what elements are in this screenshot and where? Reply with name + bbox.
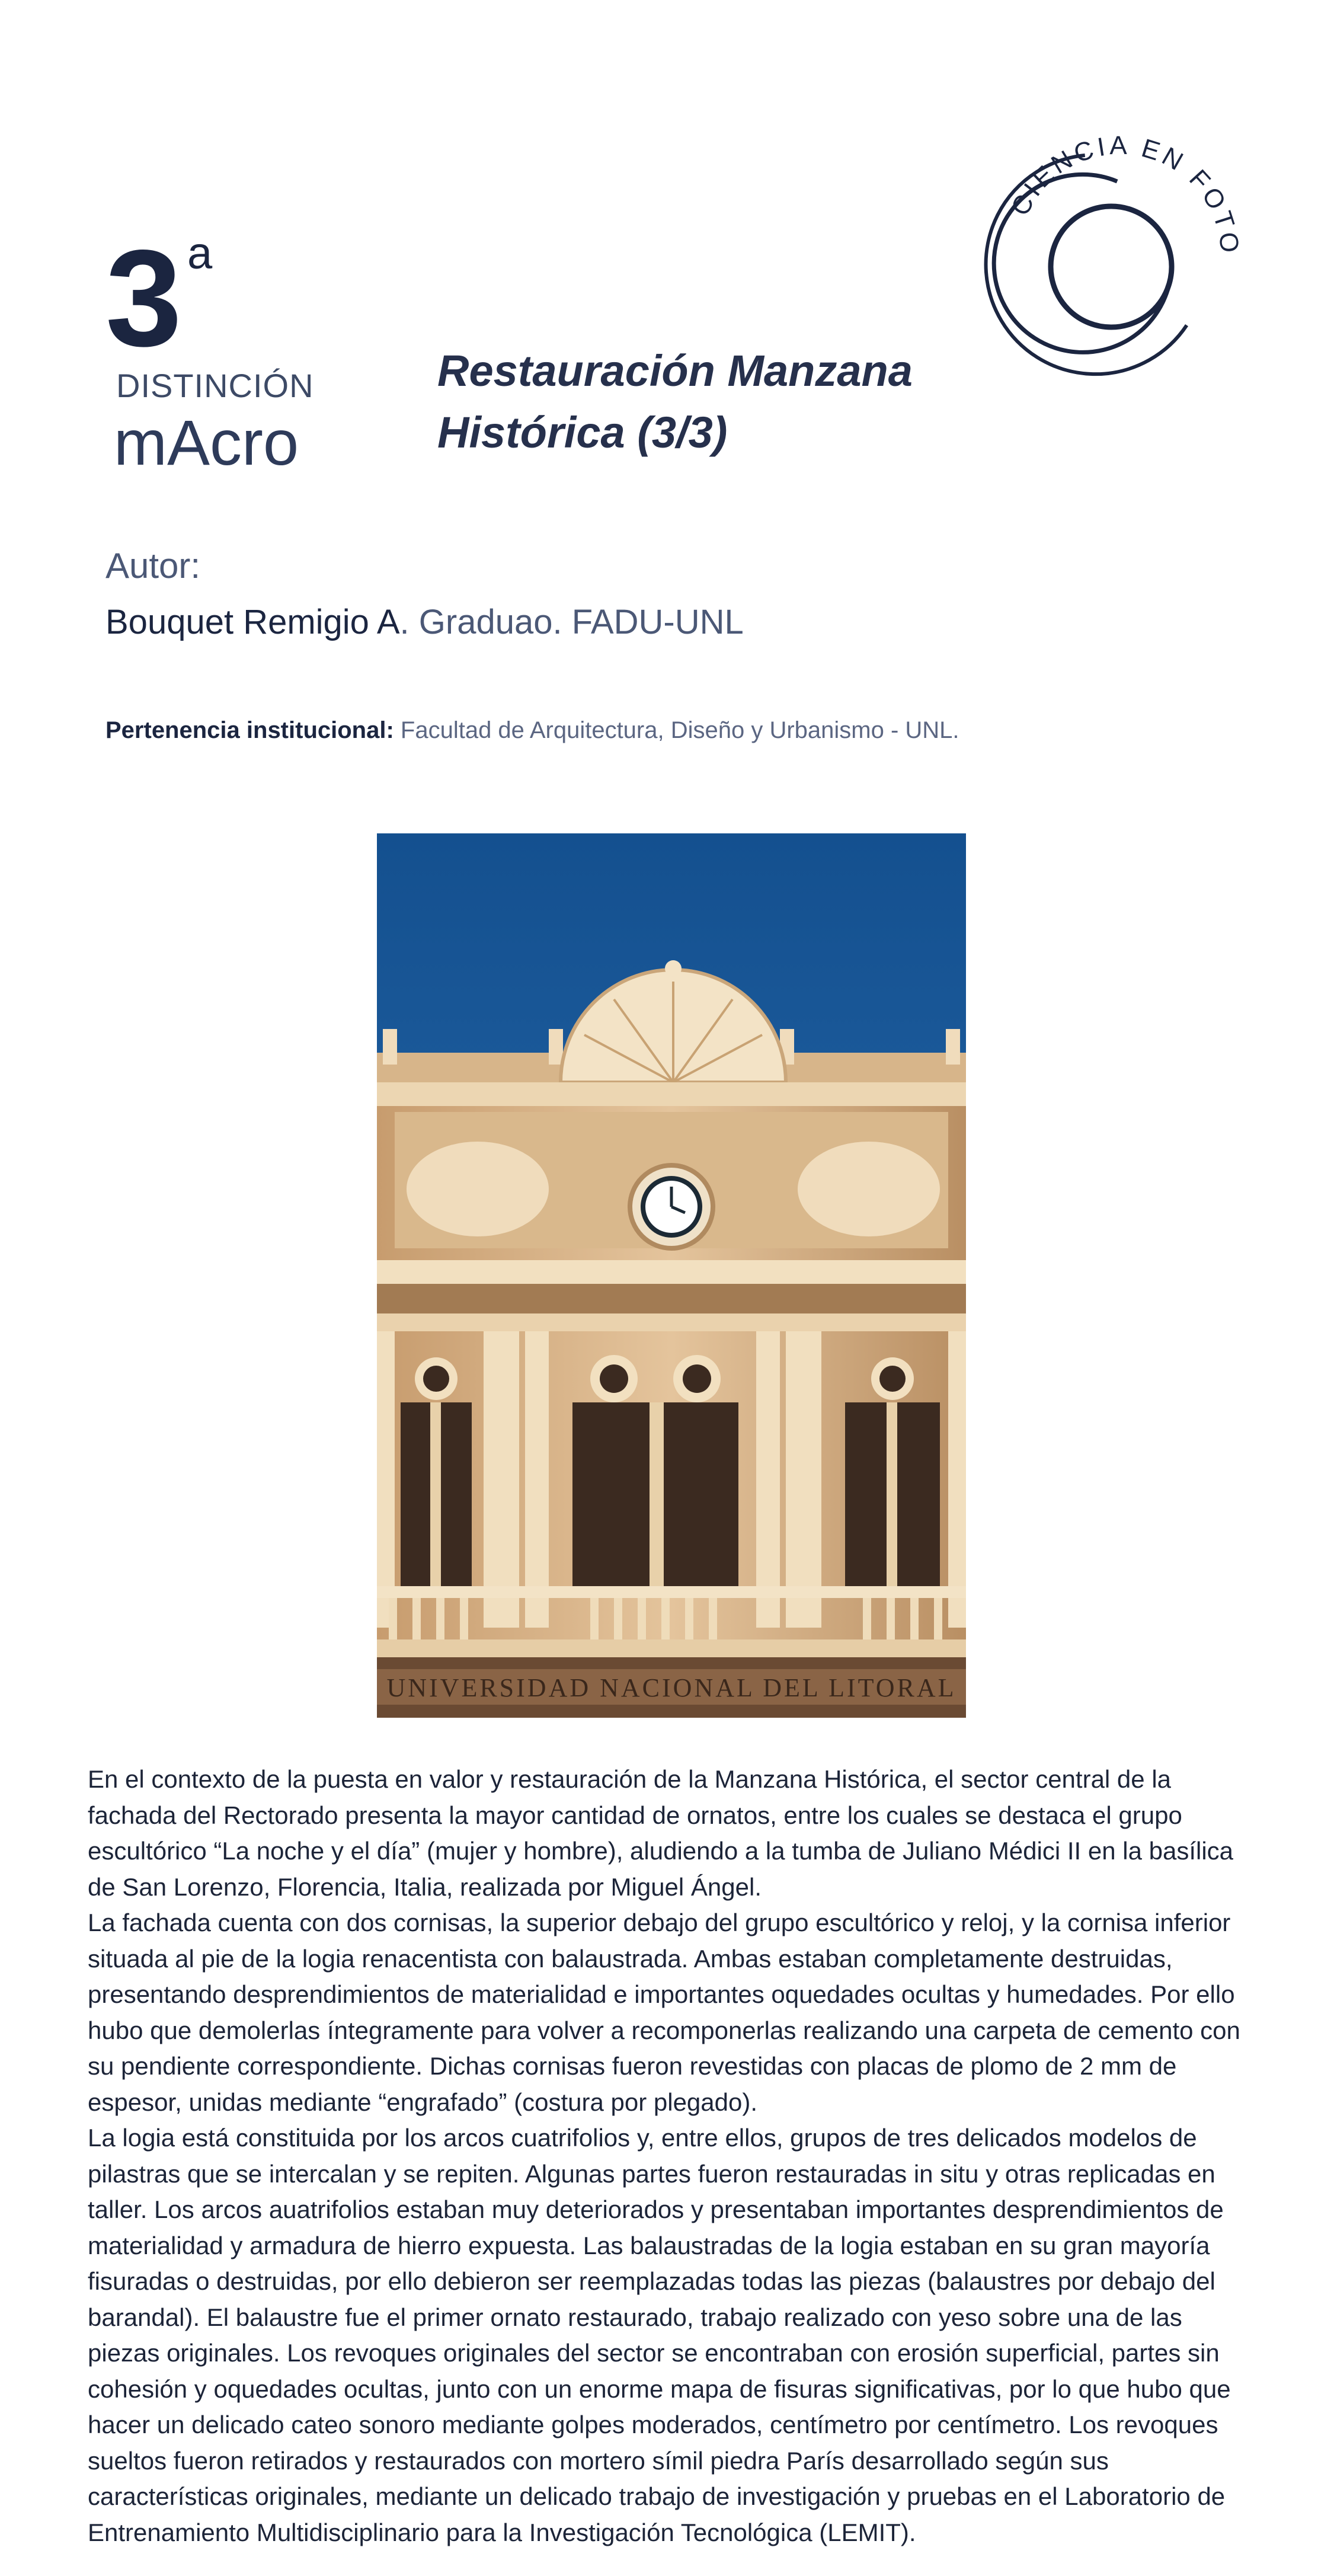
logo-text: CIENCIA EN FOTO (1005, 130, 1245, 258)
distinction-label: DISTINCIÓN (116, 367, 314, 404)
rank-number: 3 (105, 222, 179, 375)
author-affiliation: . Graduao. FADU-UNL (399, 603, 744, 641)
camera-lens-circles-icon (984, 119, 1256, 391)
photo-inscription: UNIVERSIDAD NACIONAL DEL LITORAL (386, 1673, 956, 1702)
title-line-2: Histórica (3/3) (437, 407, 728, 457)
author-name: Bouquet Remigio A (105, 603, 400, 641)
body-paragraph-1: En el contexto de la puesta en valor y restauración de la Manzana Histórica, el sector central de la fachada del Rectorado presenta la mayor cantidad de ornatos, entre los cuales se destaca el grupo escultórico “La noche y el día” (mujer y hombre), aludiendo a la tumba de Juliano Médici II en la basílica de San Lorenzo, Florencia, Italia, realizada por Miguel Ángel. (88, 1765, 1234, 1901)
institution-value: Facultad de Arquitectura, Diseño y Urbanismo - UNL. (394, 717, 959, 743)
rank-superscript: a (187, 228, 213, 279)
body-paragraph-3: La logia está constituida por los arcos cuatrifolios y, entre ellos, grupos de tres delicados modelos de pilastras que se intercalan y se repiten. Algunas partes fueron restauradas in situ y otras replicadas en taller. Los arcos auatrifolios estaban muy deteriorados y presentaban importantes desprendimientos de materialidad y armadura de hierro expuesta. Las balaustradas de la logia estaban en su gran mayoría fisuradas o destruidas, por ello debieron ser reemplazadas todas las piezas (balaustres por debajo del barandal). El balaustre fue el primer ornato restaurado, trabajo realizado con yeso sobre una de las piezas originales. Los revoques originales del sector se encontraban con erosión superficial, partes sin cohesión y oquedades ocultas, junto con un enorme mapa de fisuras significativas, por lo que hubo que hacer un delicado cateo sonoro mediante golpes moderados, centímetro por centímetro. Los revoques sueltos fueron retirados y restaurados con mortero símil piedra París desarrollado según sus características originales, mediante un delicado trabajo de investigación y pruebas en el Laboratorio de Entrenamiento Multidisciplinario para la Investigación Tecnológica (LEMIT). (88, 2124, 1231, 2546)
title-line-1: Restauración Manzana (437, 346, 913, 395)
facade-photo (377, 833, 966, 1718)
institution-label: Pertenencia institucional: (105, 717, 394, 743)
page-title (437, 340, 971, 463)
body-text (88, 1762, 1255, 2551)
author-label: Autor: (105, 546, 201, 586)
ciencia-en-fotos-logo (984, 119, 1256, 391)
author-line (105, 602, 744, 642)
institution-line (105, 717, 959, 744)
body-paragraph-2: La fachada cuenta con dos cornisas, la superior debajo del grupo escultórico y reloj, y la cornisa inferior situada al pie de la logia renacentista con balaustrada. Ambas estaban completamente destruidas, presentando desprendimientos de materialidad e importantes oquedades ocultas y humedades. Por ello hubo que demolerlas íntegramente para volver a recomponerlas realizando una carpeta de cemento con su pendiente correspondiente. Dichas cornisas fueron revestidas con placas de plomo de 2 mm de espesor, unidas mediante “engrafado” (costura por plegado). (88, 1909, 1240, 2116)
distinction-category: mAcro (114, 407, 299, 478)
